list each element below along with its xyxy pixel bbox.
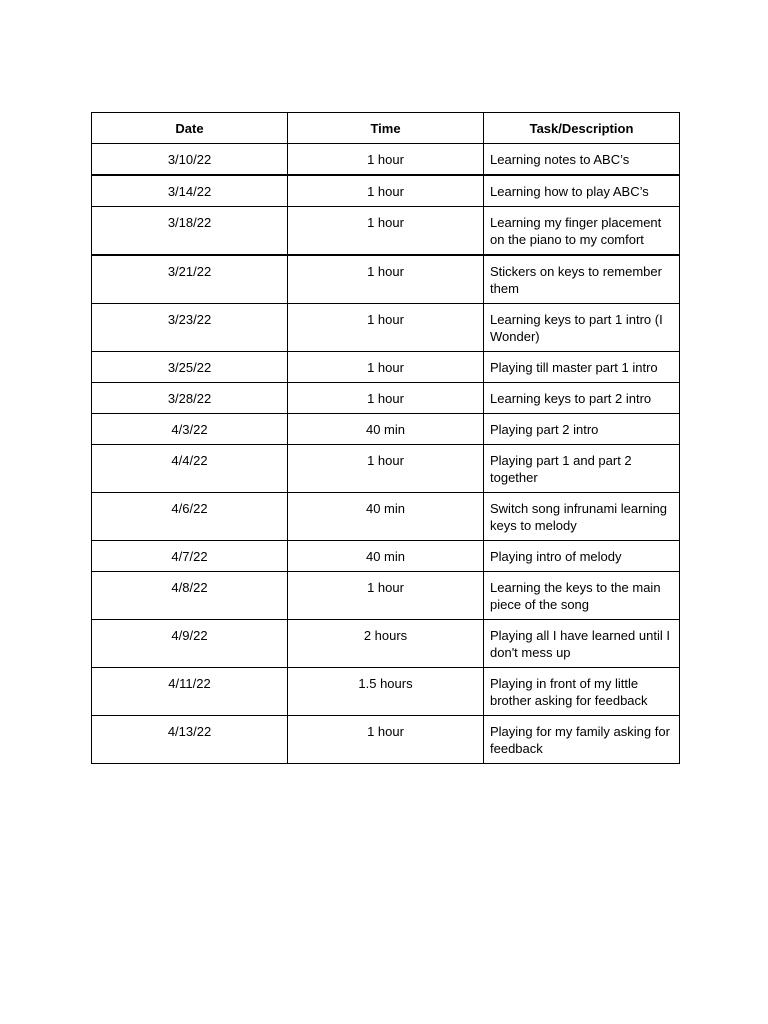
cell-time: 1 hour xyxy=(288,304,484,352)
table-row xyxy=(92,207,680,256)
cell-time: 1 hour xyxy=(288,175,484,207)
cell-time: 1 hour xyxy=(288,383,484,414)
table-row xyxy=(92,255,680,304)
cell-time: 1 hour xyxy=(288,352,484,383)
table-row xyxy=(92,716,680,764)
column-header-date: Date xyxy=(92,113,288,144)
cell-task: Switch song infrunami learning keys to melody xyxy=(484,493,680,541)
cell-date: 3/10/22 xyxy=(92,144,288,176)
cell-time: 1 hour xyxy=(288,255,484,304)
table-row xyxy=(92,352,680,383)
table-row xyxy=(92,383,680,414)
cell-task: Playing for my family asking for feedback xyxy=(484,716,680,764)
table-row xyxy=(92,620,680,668)
table-row xyxy=(92,414,680,445)
cell-date: 3/25/22 xyxy=(92,352,288,383)
practice-log-table xyxy=(91,112,680,764)
cell-time: 1 hour xyxy=(288,207,484,256)
table-row xyxy=(92,541,680,572)
column-header-task: Task/Description xyxy=(484,113,680,144)
table-row xyxy=(92,304,680,352)
cell-date: 4/9/22 xyxy=(92,620,288,668)
cell-time: 1 hour xyxy=(288,144,484,176)
table-row xyxy=(92,175,680,207)
cell-task: Learning my finger placement on the piano to my comfort xyxy=(484,207,680,256)
cell-date: 3/18/22 xyxy=(92,207,288,256)
cell-task: Playing part 2 intro xyxy=(484,414,680,445)
cell-date: 4/6/22 xyxy=(92,493,288,541)
cell-time: 1 hour xyxy=(288,445,484,493)
cell-time: 40 min xyxy=(288,414,484,445)
cell-task: Playing intro of melody xyxy=(484,541,680,572)
table-header-row xyxy=(92,113,680,144)
cell-date: 4/4/22 xyxy=(92,445,288,493)
cell-date: 4/8/22 xyxy=(92,572,288,620)
cell-time: 1 hour xyxy=(288,716,484,764)
cell-time: 2 hours xyxy=(288,620,484,668)
cell-task: Playing part 1 and part 2 together xyxy=(484,445,680,493)
cell-time: 1.5 hours xyxy=(288,668,484,716)
cell-task: Learning the keys to the main piece of the song xyxy=(484,572,680,620)
table-row xyxy=(92,144,680,176)
cell-task: Playing in front of my little brother asking for feedback xyxy=(484,668,680,716)
practice-log-page xyxy=(91,112,679,764)
table-row xyxy=(92,493,680,541)
cell-date: 3/23/22 xyxy=(92,304,288,352)
cell-task: Learning notes to ABC’s xyxy=(484,144,680,176)
cell-task: Playing all I have learned until I don't mess up xyxy=(484,620,680,668)
cell-date: 4/13/22 xyxy=(92,716,288,764)
column-header-time: Time xyxy=(288,113,484,144)
cell-time: 1 hour xyxy=(288,572,484,620)
table-row xyxy=(92,572,680,620)
cell-date: 4/11/22 xyxy=(92,668,288,716)
cell-task: Learning keys to part 1 intro (I Wonder) xyxy=(484,304,680,352)
cell-task: Learning how to play ABC’s xyxy=(484,175,680,207)
table-row xyxy=(92,668,680,716)
cell-task: Stickers on keys to remember them xyxy=(484,255,680,304)
cell-date: 4/3/22 xyxy=(92,414,288,445)
cell-date: 3/21/22 xyxy=(92,255,288,304)
table-row xyxy=(92,445,680,493)
cell-task: Playing till master part 1 intro xyxy=(484,352,680,383)
cell-task: Learning keys to part 2 intro xyxy=(484,383,680,414)
cell-date: 4/7/22 xyxy=(92,541,288,572)
cell-time: 40 min xyxy=(288,493,484,541)
cell-date: 3/28/22 xyxy=(92,383,288,414)
cell-time: 40 min xyxy=(288,541,484,572)
cell-date: 3/14/22 xyxy=(92,175,288,207)
